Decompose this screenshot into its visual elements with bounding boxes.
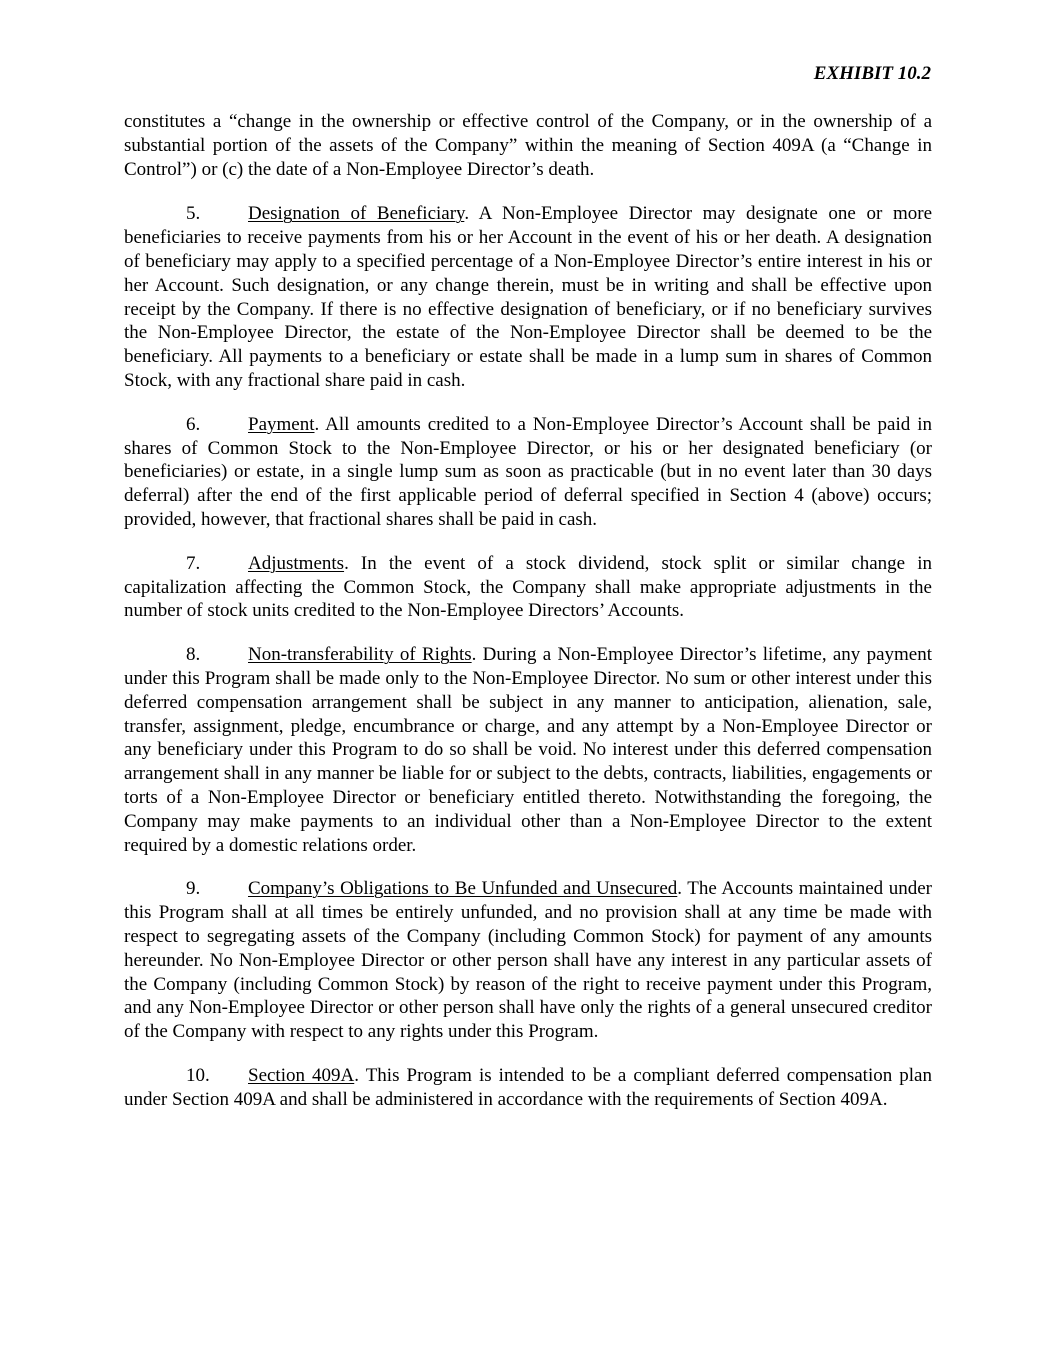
- section-text: . All amounts credited to a Non-Employee Director’s Account shall be paid in shares of Common Stock to the Non-Employee Director, or his or her designated beneficiary (or beneficiaries) or estate, in a single lump sum as soon as practicable (but in no event later than 30 days deferral) after the end of the first applicable period of deferral specified in Section 4 (above) occurs; provided, however, that fractional shares shall be paid in cash.: [124, 413, 932, 530]
- paragraph-continuation: [124, 110, 932, 181]
- section-text: . During a Non-Employee Director’s lifetime, any payment under this Program shall be made only to the Non-Employee Director. No sum or other interest under this deferred compensation arrangement shall be subject in any manner to anticipation, alienation, sale, transfer, assignment, pledge, encumbrance or charge, and any attempt by a Non-Employee Director or any beneficiary under this Program to do so shall be void. No interest under this deferred compensation arrangement shall in any manner be liable for or subject to the debts, contracts, liabilities, engagements or torts of a Non-Employee Director or beneficiary entitled thereto. Notwithstanding the foregoing, the Company may make payments to an individual other than a Non-Employee Director to the extent required by a domestic relations order.: [124, 644, 932, 856]
- section-unfunded-unsecured: [124, 877, 932, 1044]
- section-heading: Section 409A: [248, 1064, 355, 1086]
- section-adjustments: [124, 552, 932, 623]
- section-payment: [124, 413, 932, 532]
- section-heading: Designation of Beneficiary: [248, 203, 465, 225]
- section-heading: Non-transferability of Rights: [248, 644, 472, 666]
- section-non-transferability: [124, 643, 932, 857]
- section-number: 10.: [186, 1064, 210, 1086]
- section-heading: Company’s Obligations to Be Unfunded and Unsecured: [248, 878, 678, 900]
- document-body: [124, 110, 932, 1131]
- section-number: 8.: [186, 644, 201, 666]
- section-number: 5.: [186, 203, 201, 225]
- exhibit-label: EXHIBIT 10.2: [813, 63, 931, 84]
- paragraph-text: constitutes a “change in the ownership or effective control of the Company, or in the ownership of a substantial portion of the assets of the Company” within the meaning of Section 409A (a “Change in Control”) or (c) the date of a Non-Employee Director’s death.: [124, 111, 932, 180]
- section-text: . This Program is intended to be a compliant deferred compensation plan under Section 409A and shall be administered in accordance with the requirements of Section 409A.: [124, 1064, 932, 1110]
- section-number: 7.: [186, 552, 201, 574]
- section-number: 6.: [186, 413, 201, 435]
- section-text: . A Non-Employee Director may designate one or more beneficiaries to receive payments from his or her Account in the event of his or her death. A designation of beneficiary may apply to a specified percentage of a Non-Employee Director’s entire interest in his or her Account. Such designation, or any change therein, must be in writing and shall be effective upon receipt by the Company. If there is no effective designation of beneficiary, or if no beneficiary survives the Non-Employee Director, the estate of the Non-Employee Director shall be deemed to be the beneficiary. All payments to a beneficiary or estate shall be made in a lump sum in shares of Common Stock, with any fractional share paid in cash.: [124, 203, 933, 391]
- section-designation-of-beneficiary: [124, 202, 932, 392]
- section-heading: Adjustments: [248, 552, 345, 574]
- section-number: 9.: [186, 878, 201, 900]
- section-text: . The Accounts maintained under this Program shall at all times be entirely unfunded, and no provision shall at any time be made with respect to segregating assets of the Company (including Common Stock) for payment of any amounts hereunder. No Non-Employee Director or other person shall have any interest in any particular assets of the Company (including Common Stock) by reason of the right to receive payment under this Program, and any Non-Employee Director or other person shall have only the rights of a general unsecured creditor of the Company with respect to any rights under this Program.: [124, 878, 932, 1043]
- section-409a: [124, 1064, 932, 1112]
- section-heading: Payment: [248, 413, 315, 435]
- section-text: . In the event of a stock dividend, stock split or similar change in capitalization affecting the Common Stock, the Company shall make appropriate adjustments in the number of stock units credited to the Non-Employee Directors’ Accounts.: [124, 552, 932, 622]
